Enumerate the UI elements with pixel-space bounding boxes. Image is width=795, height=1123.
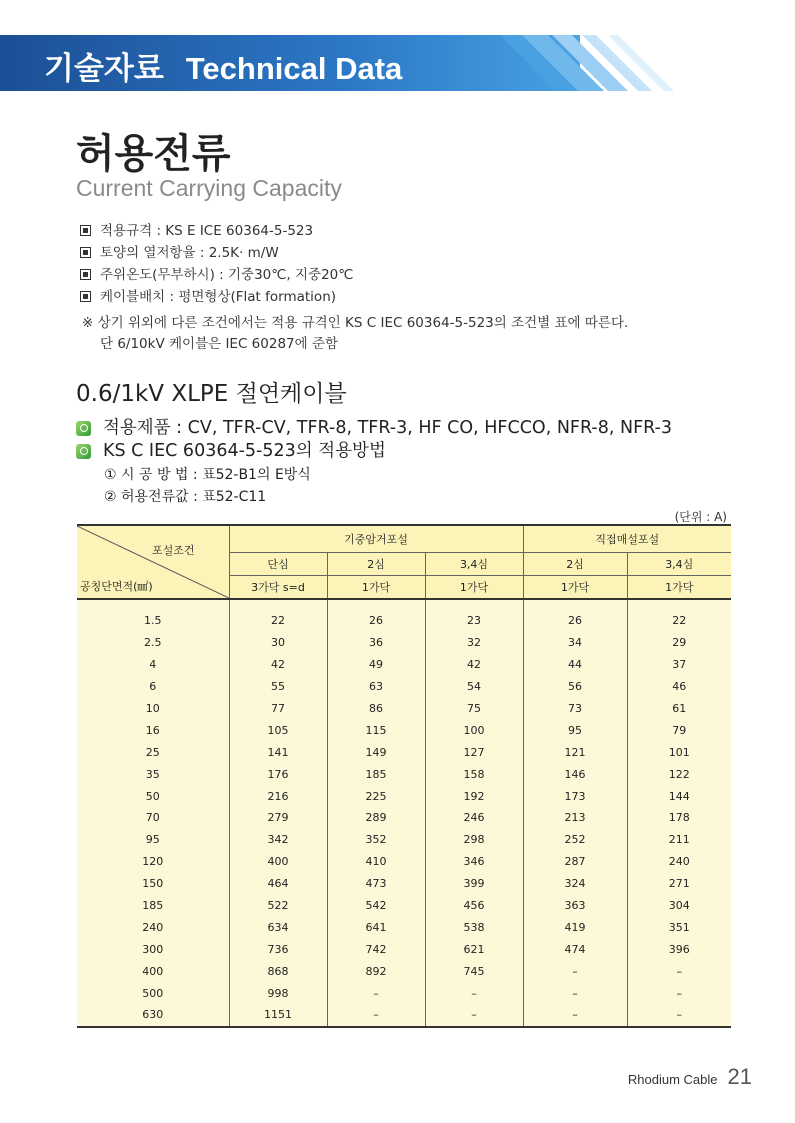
ampacity-cell: 22 <box>229 610 327 632</box>
ampacity-cell: – <box>523 1004 627 1027</box>
note-line-1: ※ 상기 위외에 다른 조건에서는 적용 규격인 KS C IEC 60364-5-523의 조건별 표에 따른다. <box>82 315 629 331</box>
ampacity-cell: 742 <box>327 938 425 960</box>
table-row <box>77 829 731 851</box>
corner-bottom-label: 공칭단면적(㎟) <box>80 580 153 593</box>
core-header: 3,4심 <box>425 553 523 576</box>
size-cell: 2.5 <box>77 632 229 654</box>
ampacity-cell: 115 <box>327 719 425 741</box>
size-cell: 4 <box>77 654 229 676</box>
arrangement-header: 1가닥 <box>627 576 731 600</box>
ampacity-cell: 26 <box>523 610 627 632</box>
table-row <box>77 632 731 654</box>
ampacity-cell: 279 <box>229 807 327 829</box>
table-row <box>77 982 731 1004</box>
capacity-table <box>77 524 731 1028</box>
ampacity-cell: 144 <box>627 785 731 807</box>
section-items <box>76 417 672 463</box>
size-cell: 95 <box>77 829 229 851</box>
table-row <box>77 741 731 763</box>
ampacity-cell: 419 <box>523 916 627 938</box>
square-bullet-icon <box>80 269 91 280</box>
ampacity-cell: – <box>523 960 627 982</box>
page-number: 21 <box>727 1064 752 1089</box>
ampacity-cell: 178 <box>627 807 731 829</box>
ampacity-cell: 42 <box>425 654 523 676</box>
table-row <box>77 807 731 829</box>
ampacity-cell: 37 <box>627 654 731 676</box>
ampacity-cell: – <box>627 982 731 1004</box>
ampacity-cell: 86 <box>327 698 425 720</box>
table-row <box>77 763 731 785</box>
ampacity-cell: 46 <box>627 676 731 698</box>
ampacity-cell: 346 <box>425 851 523 873</box>
ampacity-cell: 23 <box>425 610 523 632</box>
table-row <box>77 916 731 938</box>
table-body <box>77 610 731 1027</box>
table-row <box>77 895 731 917</box>
ampacity-cell: 252 <box>523 829 627 851</box>
table-row <box>77 851 731 873</box>
ampacity-cell: 127 <box>425 741 523 763</box>
ampacity-cell: 141 <box>229 741 327 763</box>
condition-item: 케이블배치 : 평면형상(Flat formation) <box>80 286 353 308</box>
size-cell: 240 <box>77 916 229 938</box>
ampacity-cell: 211 <box>627 829 731 851</box>
size-cell: 35 <box>77 763 229 785</box>
unit-label: (단위 : A) <box>674 510 727 524</box>
method-list <box>104 464 311 508</box>
ampacity-cell: 22 <box>627 610 731 632</box>
size-cell: 500 <box>77 982 229 1004</box>
ampacity-cell: 410 <box>327 851 425 873</box>
header-banner <box>0 35 795 91</box>
core-header: 2심 <box>523 553 627 576</box>
size-cell: 120 <box>77 851 229 873</box>
table-spacer <box>77 599 731 610</box>
ampacity-cell: 240 <box>627 851 731 873</box>
ampacity-cell: 522 <box>229 895 327 917</box>
square-bullet-icon <box>80 247 91 258</box>
ampacity-cell: 55 <box>229 676 327 698</box>
table-header-row <box>77 525 731 553</box>
ampacity-cell: 324 <box>523 873 627 895</box>
ampacity-cell: 121 <box>523 741 627 763</box>
ampacity-cell: 287 <box>523 851 627 873</box>
method-item: ① 시 공 방 법 : 표52-B1의 E방식 <box>104 467 311 483</box>
size-cell: 1.5 <box>77 610 229 632</box>
table-row <box>77 938 731 960</box>
size-cell: 6 <box>77 676 229 698</box>
ampacity-cell: 61 <box>627 698 731 720</box>
table-row <box>77 1004 731 1027</box>
ampacity-cell: 30 <box>229 632 327 654</box>
size-cell: 400 <box>77 960 229 982</box>
ampacity-cell: 456 <box>425 895 523 917</box>
section-item: 적용제품 : CV, TFR-CV, TFR-8, TFR-3, HF CO, HFCCO, NFR-8, NFR-3 <box>76 417 672 440</box>
ampacity-cell: 73 <box>523 698 627 720</box>
ampacity-cell: 146 <box>523 763 627 785</box>
ampacity-cell: – <box>627 1004 731 1027</box>
ampacity-cell: 621 <box>425 938 523 960</box>
ampacity-cell: 149 <box>327 741 425 763</box>
ampacity-cell: 225 <box>327 785 425 807</box>
ampacity-cell: 351 <box>627 916 731 938</box>
ampacity-cell: 399 <box>425 873 523 895</box>
ampacity-cell: 304 <box>627 895 731 917</box>
ampacity-cell: 298 <box>425 829 523 851</box>
ampacity-cell: – <box>627 960 731 982</box>
size-cell: 25 <box>77 741 229 763</box>
ampacity-cell: 216 <box>229 785 327 807</box>
table-row <box>77 654 731 676</box>
ampacity-cell: 464 <box>229 873 327 895</box>
ampacity-cell: – <box>425 1004 523 1027</box>
green-check-icon <box>76 444 91 459</box>
arrangement-header: 1가닥 <box>523 576 627 600</box>
ampacity-cell: 77 <box>229 698 327 720</box>
condition-item: 토양의 열저항율 : 2.5K· m/W <box>80 242 353 264</box>
ampacity-cell: 185 <box>327 763 425 785</box>
banner-stripes <box>500 35 795 91</box>
ampacity-cell: 892 <box>327 960 425 982</box>
ampacity-cell: 474 <box>523 938 627 960</box>
ampacity-cell: 246 <box>425 807 523 829</box>
header-title-en: Technical Data <box>185 51 403 86</box>
ampacity-cell: 173 <box>523 785 627 807</box>
core-header: 단심 <box>229 553 327 576</box>
table-row <box>77 719 731 741</box>
ampacity-cell: 289 <box>327 807 425 829</box>
core-header: 2심 <box>327 553 425 576</box>
section-item: KS C IEC 60364-5-523의 적용방법 <box>76 440 672 463</box>
ampacity-cell: 158 <box>425 763 523 785</box>
condition-item: 적용규격 : KS E ICE 60364-5-523 <box>80 220 353 242</box>
conditions-list <box>80 220 353 308</box>
ampacity-cell: 1151 <box>229 1004 327 1027</box>
ampacity-cell: 473 <box>327 873 425 895</box>
size-cell: 630 <box>77 1004 229 1027</box>
ampacity-cell: 363 <box>523 895 627 917</box>
ampacity-cell: 736 <box>229 938 327 960</box>
header-title <box>44 43 402 88</box>
ampacity-cell: 542 <box>327 895 425 917</box>
group-header: 직접매설포설 <box>523 525 731 553</box>
square-bullet-icon <box>80 291 91 302</box>
ampacity-cell: – <box>523 982 627 1004</box>
arrangement-header: 1가닥 <box>425 576 523 600</box>
ampacity-cell: 271 <box>627 873 731 895</box>
arrangement-header: 1가닥 <box>327 576 425 600</box>
size-cell: 300 <box>77 938 229 960</box>
size-cell: 185 <box>77 895 229 917</box>
table-corner-cell <box>77 525 229 599</box>
group-header: 기중암거포설 <box>229 525 523 553</box>
ampacity-cell: 400 <box>229 851 327 873</box>
corner-top-label: 포설조건 <box>152 544 195 557</box>
arrangement-header: 3가닥 s=d <box>229 576 327 600</box>
ampacity-cell: 26 <box>327 610 425 632</box>
ampacity-cell: 396 <box>627 938 731 960</box>
size-cell: 10 <box>77 698 229 720</box>
ampacity-cell: 36 <box>327 632 425 654</box>
note-line-2: 단 6/10kV 케이블은 IEC 60287에 준함 <box>100 336 339 352</box>
table-row <box>77 698 731 720</box>
ampacity-cell: 44 <box>523 654 627 676</box>
ampacity-cell: – <box>327 1004 425 1027</box>
ampacity-cell: 63 <box>327 676 425 698</box>
square-bullet-icon <box>80 225 91 236</box>
ampacity-cell: 54 <box>425 676 523 698</box>
core-header: 3,4심 <box>627 553 731 576</box>
size-cell: 70 <box>77 807 229 829</box>
size-cell: 150 <box>77 873 229 895</box>
method-item: ② 허용전류값 : 표52-C11 <box>104 489 267 505</box>
ampacity-cell: 192 <box>425 785 523 807</box>
ampacity-cell: 352 <box>327 829 425 851</box>
green-check-icon <box>76 421 91 436</box>
ampacity-cell: 634 <box>229 916 327 938</box>
table-row <box>77 785 731 807</box>
ampacity-cell: 100 <box>425 719 523 741</box>
ampacity-cell: – <box>425 982 523 1004</box>
ampacity-cell: 868 <box>229 960 327 982</box>
ampacity-cell: 342 <box>229 829 327 851</box>
ampacity-cell: 42 <box>229 654 327 676</box>
ampacity-cell: 745 <box>425 960 523 982</box>
ampacity-cell: 998 <box>229 982 327 1004</box>
size-cell: 16 <box>77 719 229 741</box>
header-title-ko: 기술자료 <box>44 51 164 87</box>
ampacity-cell: 95 <box>523 719 627 741</box>
table-row <box>77 610 731 632</box>
ampacity-cell: 176 <box>229 763 327 785</box>
condition-item: 주위온도(무부하시) : 기중30℃, 지중20℃ <box>80 264 353 286</box>
page-title: 허용전류 <box>76 130 231 177</box>
ampacity-cell: 641 <box>327 916 425 938</box>
ampacity-cell: 32 <box>425 632 523 654</box>
ampacity-cell: 49 <box>327 654 425 676</box>
ampacity-cell: 79 <box>627 719 731 741</box>
page-subtitle: Current Carrying Capacity <box>76 175 342 201</box>
ampacity-cell: 122 <box>627 763 731 785</box>
ampacity-cell: 29 <box>627 632 731 654</box>
footer-brand: Rhodium Cable <box>627 1072 718 1087</box>
table-row <box>77 960 731 982</box>
table-row <box>77 676 731 698</box>
section-title: 0.6/1kV XLPE 절연케이블 <box>76 381 347 407</box>
ampacity-cell: 101 <box>627 741 731 763</box>
size-cell: 50 <box>77 785 229 807</box>
ampacity-cell: – <box>327 982 425 1004</box>
ampacity-cell: 56 <box>523 676 627 698</box>
note <box>82 313 628 355</box>
ampacity-cell: 213 <box>523 807 627 829</box>
footer <box>628 1064 752 1090</box>
ampacity-cell: 105 <box>229 719 327 741</box>
ampacity-cell: 538 <box>425 916 523 938</box>
ampacity-cell: 34 <box>523 632 627 654</box>
ampacity-cell: 75 <box>425 698 523 720</box>
table-row <box>77 873 731 895</box>
